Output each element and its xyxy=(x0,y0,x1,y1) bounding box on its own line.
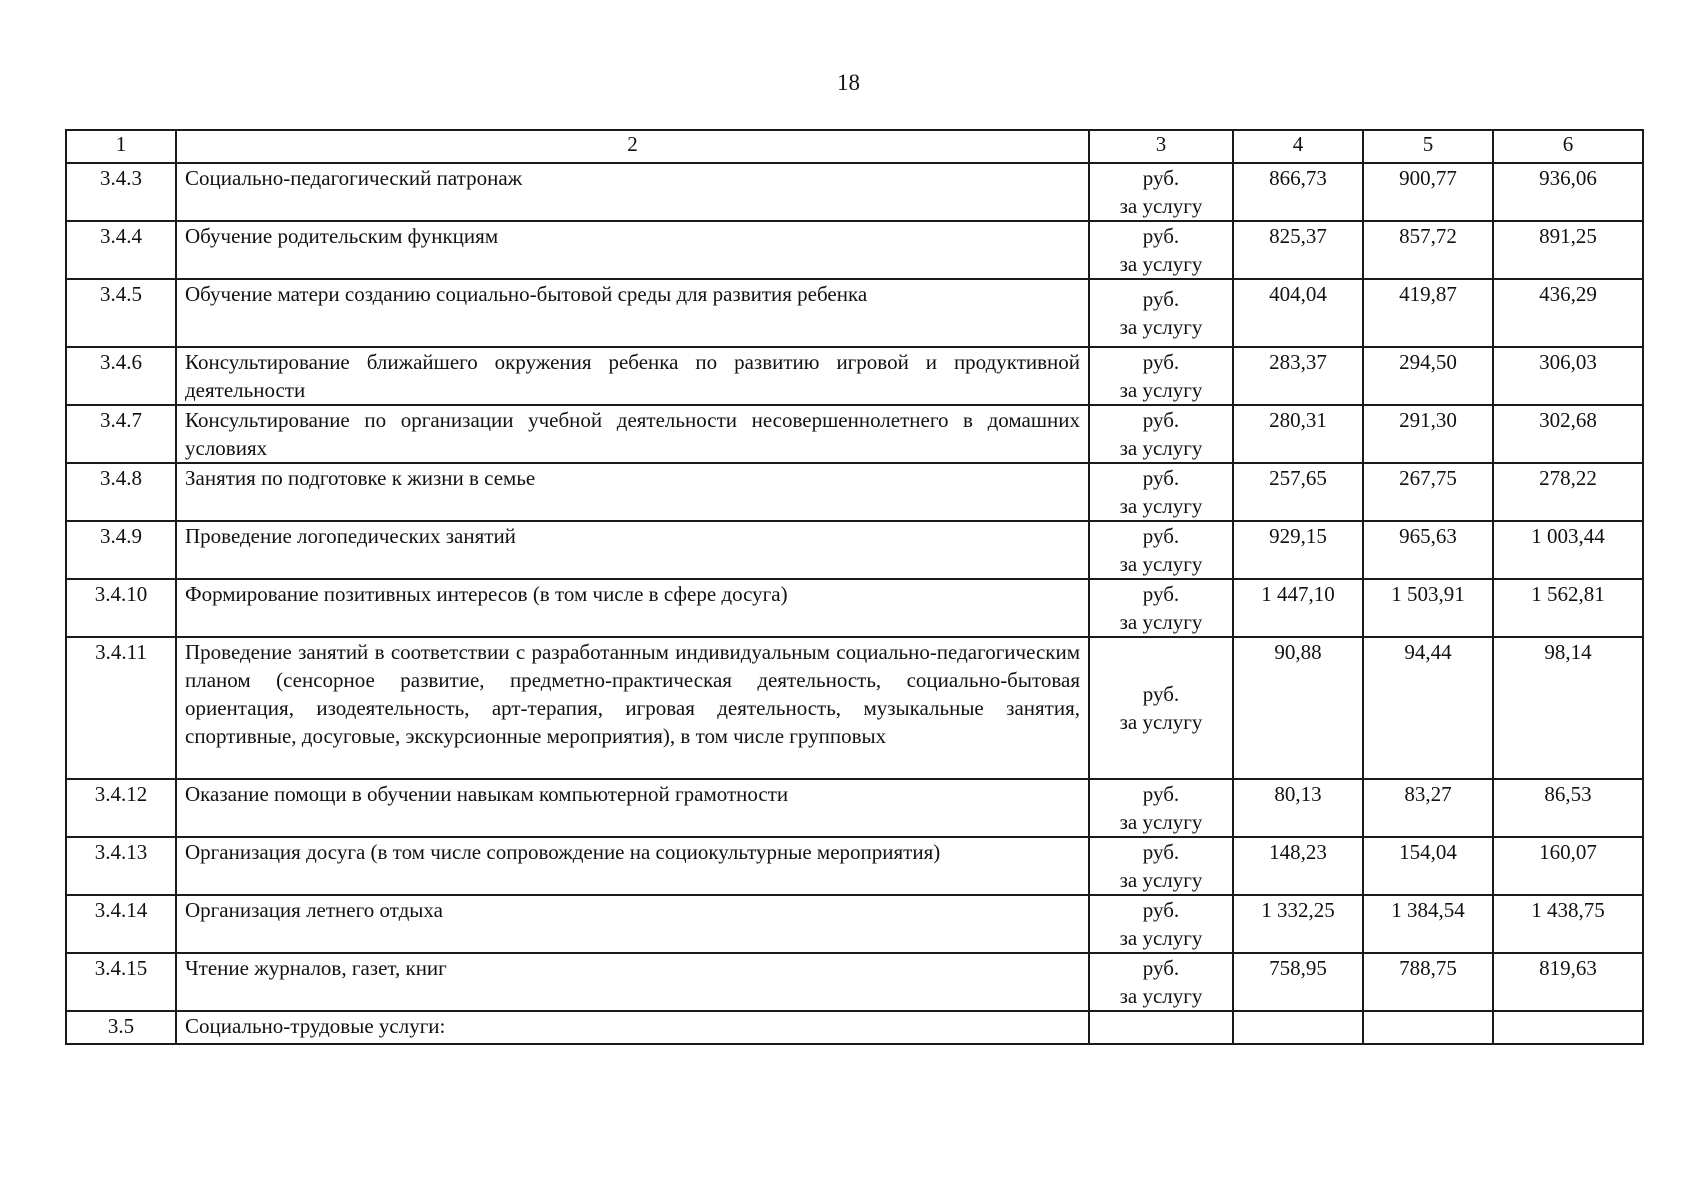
value-col-4: 825,37 xyxy=(1233,221,1363,279)
service-name: Занятия по подготовке к жизни в семье xyxy=(176,463,1089,521)
unit-cell xyxy=(1089,405,1233,463)
column-header-3: 3 xyxy=(1089,130,1233,163)
service-name: Социально-трудовые услуги: xyxy=(176,1011,1089,1044)
value-col-4: 1 447,10 xyxy=(1233,579,1363,637)
unit-per: за услугу xyxy=(1119,868,1203,892)
service-name: Проведение логопедических занятий xyxy=(176,521,1089,579)
unit-cell xyxy=(1089,163,1233,221)
unit-per: за услугу xyxy=(1119,610,1203,634)
unit-currency: руб. xyxy=(1142,408,1180,432)
value-col-5: 267,75 xyxy=(1363,463,1493,521)
unit-cell xyxy=(1089,779,1233,837)
unit-cell xyxy=(1089,463,1233,521)
value-col-5 xyxy=(1363,1011,1493,1044)
unit-currency: руб. xyxy=(1142,782,1180,806)
value-col-4: 257,65 xyxy=(1233,463,1363,521)
service-name: Организация досуга (в том числе сопровождение на социокультурные мероприятия) xyxy=(176,837,1089,895)
column-header-2: 2 xyxy=(176,130,1089,163)
unit-cell xyxy=(1089,637,1233,779)
value-col-4: 90,88 xyxy=(1233,637,1363,779)
table-row xyxy=(66,405,1643,463)
table-row xyxy=(66,279,1643,347)
unit-cell xyxy=(1089,1011,1233,1044)
table-row xyxy=(66,1011,1643,1044)
unit-per: за услугу xyxy=(1119,810,1203,834)
table-row xyxy=(66,163,1643,221)
unit-currency: руб. xyxy=(1142,166,1180,190)
service-name: Социально-педагогический патронаж xyxy=(176,163,1089,221)
unit-per: за услугу xyxy=(1119,710,1203,734)
value-col-5: 294,50 xyxy=(1363,347,1493,405)
unit-per: за услугу xyxy=(1119,984,1203,1008)
unit-currency: руб. xyxy=(1142,287,1180,311)
value-col-5: 1 503,91 xyxy=(1363,579,1493,637)
unit-per: за услугу xyxy=(1119,436,1203,460)
value-col-6: 306,03 xyxy=(1493,347,1643,405)
row-number: 3.4.10 xyxy=(66,579,176,637)
column-header-5: 5 xyxy=(1363,130,1493,163)
value-col-5: 94,44 xyxy=(1363,637,1493,779)
service-name: Чтение журналов, газет, книг xyxy=(176,953,1089,1011)
table-row xyxy=(66,221,1643,279)
service-name: Консультирование по организации учебной деятельности несовершеннолетнего в домашних условиях xyxy=(176,405,1089,463)
table-row xyxy=(66,347,1643,405)
service-name: Проведение занятий в соответствии с разработанным индивидуальным социально-педагогическим планом (сенсорное развитие, предметно-практическая деятельность, социально-бытовая ориентация, изодеятельность, арт-терапия, игровая деятельность, музыкальные занятия, спортивные, досуговые, экскурсионные мероприятия), в том числе групповых xyxy=(176,637,1089,779)
unit-per: за услугу xyxy=(1119,378,1203,402)
service-name: Оказание помощи в обучении навыкам компьютерной грамотности xyxy=(176,779,1089,837)
table-row xyxy=(66,779,1643,837)
unit-per: за услугу xyxy=(1119,315,1203,339)
unit-cell xyxy=(1089,279,1233,347)
value-col-5: 419,87 xyxy=(1363,279,1493,347)
unit-currency: руб. xyxy=(1142,682,1180,706)
value-col-4: 866,73 xyxy=(1233,163,1363,221)
value-col-4: 283,37 xyxy=(1233,347,1363,405)
unit-currency: руб. xyxy=(1142,350,1180,374)
unit-per: за услугу xyxy=(1119,926,1203,950)
value-col-6: 302,68 xyxy=(1493,405,1643,463)
row-number: 3.4.9 xyxy=(66,521,176,579)
value-col-6: 1 003,44 xyxy=(1493,521,1643,579)
row-number: 3.4.11 xyxy=(66,637,176,779)
row-number: 3.4.15 xyxy=(66,953,176,1011)
row-number: 3.4.6 xyxy=(66,347,176,405)
table-row xyxy=(66,953,1643,1011)
unit-per: за услугу xyxy=(1119,494,1203,518)
value-col-6: 936,06 xyxy=(1493,163,1643,221)
value-col-6: 98,14 xyxy=(1493,637,1643,779)
value-col-5: 857,72 xyxy=(1363,221,1493,279)
value-col-4: 1 332,25 xyxy=(1233,895,1363,953)
unit-per: за услугу xyxy=(1119,252,1203,276)
row-number: 3.4.7 xyxy=(66,405,176,463)
service-name: Организация летнего отдыха xyxy=(176,895,1089,953)
value-col-6: 819,63 xyxy=(1493,953,1643,1011)
value-col-4: 280,31 xyxy=(1233,405,1363,463)
row-number: 3.4.3 xyxy=(66,163,176,221)
row-number: 3.4.13 xyxy=(66,837,176,895)
unit-cell xyxy=(1089,347,1233,405)
table-row xyxy=(66,579,1643,637)
unit-currency: руб. xyxy=(1142,956,1180,980)
value-col-5: 154,04 xyxy=(1363,837,1493,895)
table-row xyxy=(66,895,1643,953)
column-header-4: 4 xyxy=(1233,130,1363,163)
row-number: 3.5 xyxy=(66,1011,176,1044)
unit-cell xyxy=(1089,953,1233,1011)
page-number: 18 xyxy=(837,70,860,95)
unit-currency: руб. xyxy=(1142,582,1180,606)
unit-currency: руб. xyxy=(1142,466,1180,490)
unit-currency: руб. xyxy=(1142,524,1180,548)
column-number-header-row xyxy=(66,130,1643,163)
value-col-6: 1 562,81 xyxy=(1493,579,1643,637)
unit-cell xyxy=(1089,837,1233,895)
unit-cell xyxy=(1089,579,1233,637)
service-name: Обучение родительским функциям xyxy=(176,221,1089,279)
column-header-6: 6 xyxy=(1493,130,1643,163)
value-col-5: 788,75 xyxy=(1363,953,1493,1011)
value-col-4: 929,15 xyxy=(1233,521,1363,579)
value-col-6: 86,53 xyxy=(1493,779,1643,837)
unit-currency: руб. xyxy=(1142,224,1180,248)
value-col-5: 965,63 xyxy=(1363,521,1493,579)
unit-currency: руб. xyxy=(1142,898,1180,922)
value-col-6: 1 438,75 xyxy=(1493,895,1643,953)
row-number: 3.4.8 xyxy=(66,463,176,521)
unit-cell xyxy=(1089,221,1233,279)
value-col-6: 278,22 xyxy=(1493,463,1643,521)
value-col-4 xyxy=(1233,1011,1363,1044)
value-col-6: 436,29 xyxy=(1493,279,1643,347)
service-name: Обучение матери созданию социально-бытовой среды для развития ребенка xyxy=(176,279,1089,347)
service-name: Формирование позитивных интересов (в том числе в сфере досуга) xyxy=(176,579,1089,637)
value-col-4: 80,13 xyxy=(1233,779,1363,837)
value-col-6 xyxy=(1493,1011,1643,1044)
value-col-6: 891,25 xyxy=(1493,221,1643,279)
service-name: Консультирование ближайшего окружения ребенка по развитию игровой и продуктивной деятельности xyxy=(176,347,1089,405)
services-tariff-table xyxy=(65,129,1644,1045)
unit-per: за услугу xyxy=(1119,552,1203,576)
row-number: 3.4.12 xyxy=(66,779,176,837)
value-col-6: 160,07 xyxy=(1493,837,1643,895)
unit-cell xyxy=(1089,895,1233,953)
row-number: 3.4.5 xyxy=(66,279,176,347)
table-row xyxy=(66,637,1643,779)
unit-cell xyxy=(1089,521,1233,579)
value-col-4: 148,23 xyxy=(1233,837,1363,895)
table-row xyxy=(66,521,1643,579)
column-header-1: 1 xyxy=(66,130,176,163)
unit-per: за услугу xyxy=(1119,194,1203,218)
table-row xyxy=(66,463,1643,521)
value-col-5: 83,27 xyxy=(1363,779,1493,837)
value-col-5: 900,77 xyxy=(1363,163,1493,221)
row-number: 3.4.4 xyxy=(66,221,176,279)
row-number: 3.4.14 xyxy=(66,895,176,953)
value-col-4: 404,04 xyxy=(1233,279,1363,347)
value-col-5: 1 384,54 xyxy=(1363,895,1493,953)
unit-currency: руб. xyxy=(1142,840,1180,864)
value-col-5: 291,30 xyxy=(1363,405,1493,463)
table-row xyxy=(66,837,1643,895)
value-col-4: 758,95 xyxy=(1233,953,1363,1011)
